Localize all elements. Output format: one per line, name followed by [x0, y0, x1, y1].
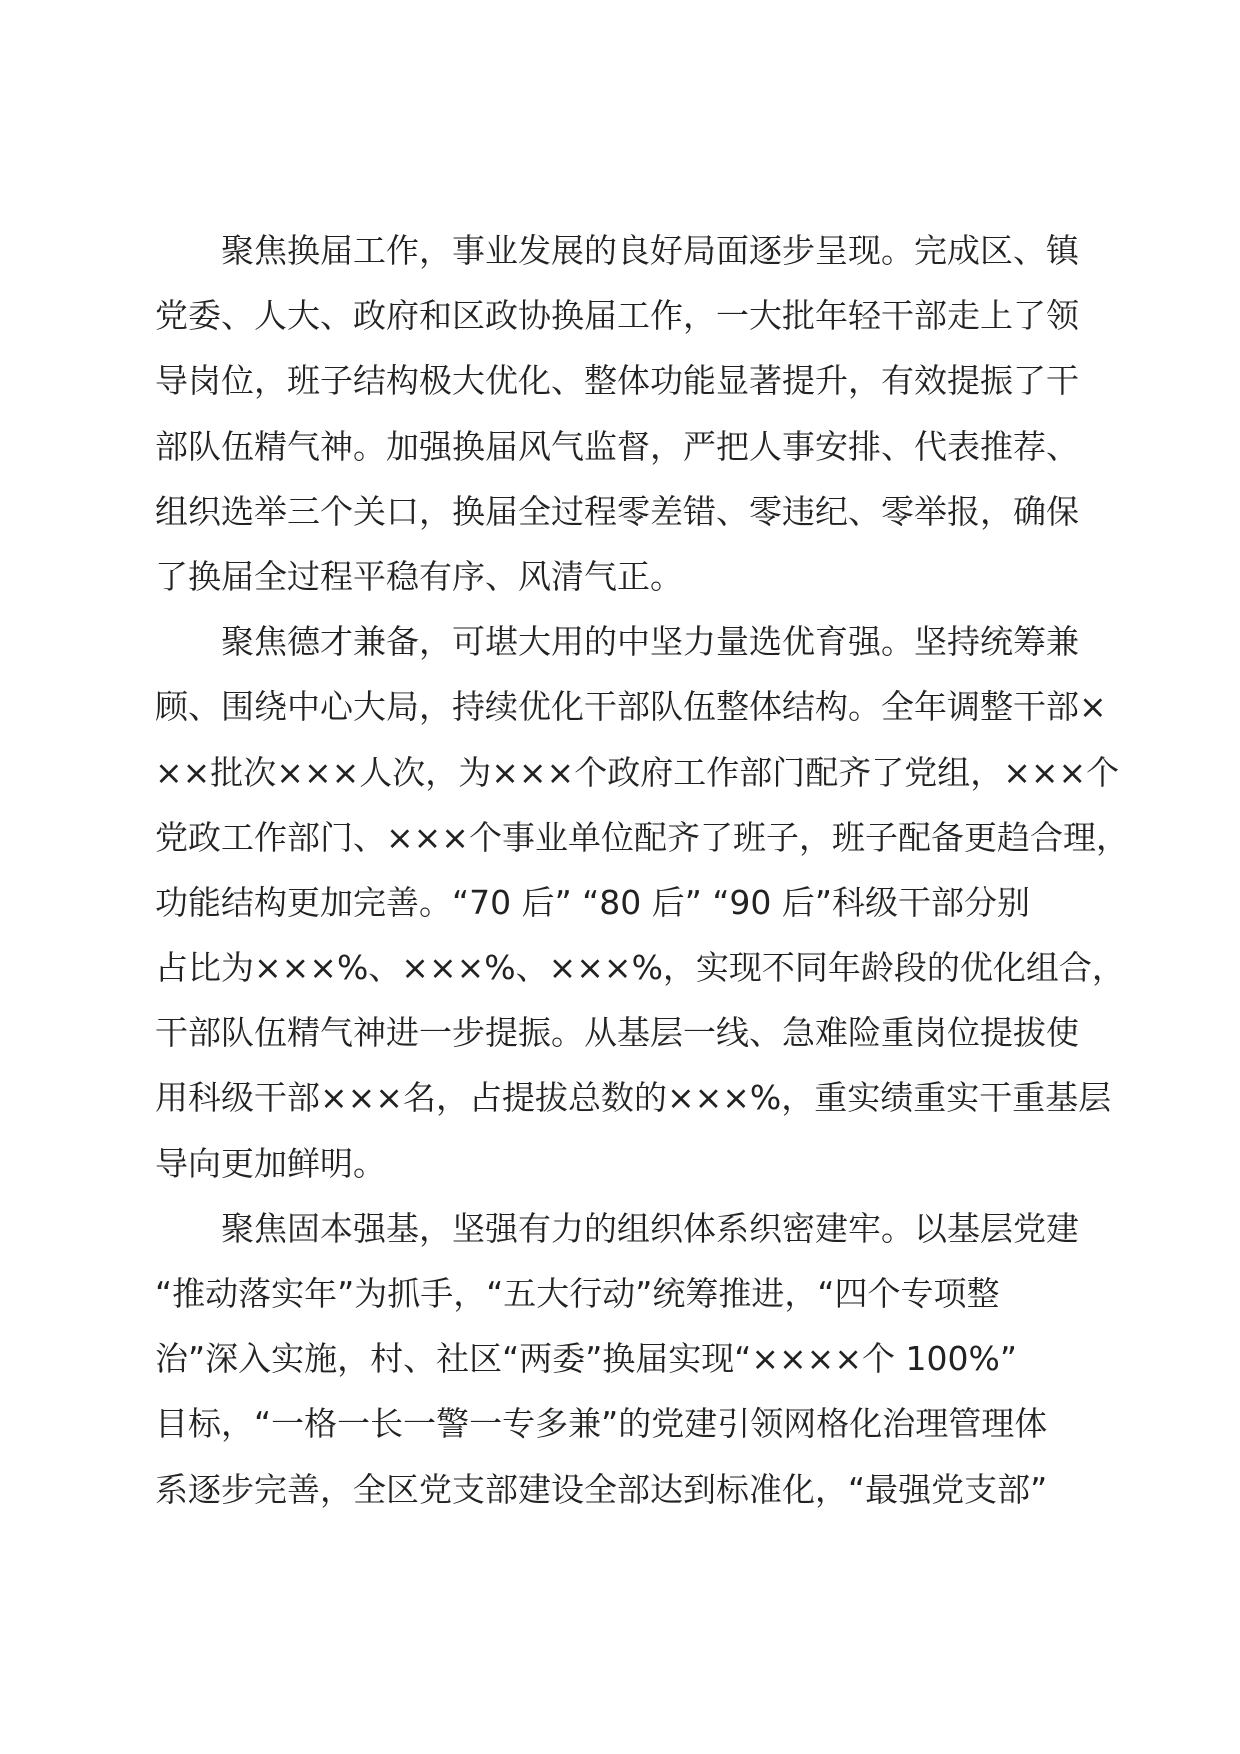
paragraph-line: 党委、人大、政府和区政协换届工作，一大批年轻干部走上了领	[155, 296, 1079, 336]
paragraph-1	[155, 218, 1095, 609]
paragraph-line: 党政工作部门、×××个事业单位配齐了班子，班子配备更趋合理，	[155, 817, 1129, 857]
paragraph-line: ××批次×××人次，为×××个政府工作部门配齐了党组，×××个	[155, 752, 1120, 792]
paragraph-line: 了换届全过程平稳有序、风清气正。	[155, 556, 683, 596]
paragraph-line: 部队伍精气神。加强换届风气监督，严把人事安排、代表推荐、	[155, 426, 1079, 466]
paragraph-line: “推动落实年”为抓手，“五大行动”统筹推进，“四个专项整	[155, 1274, 1000, 1313]
paragraph-line: 聚焦换届工作，事业发展的良好局面逐步呈现。完成区、镇	[221, 231, 1079, 270]
paragraph-line: 系逐步完善，全区党支部建设全部达到标准化，“最强党支部”	[155, 1469, 1048, 1509]
paragraph-line: 聚焦德才兼备，可堪大用的中坚力量选优育强。坚持统筹兼	[221, 622, 1079, 662]
paragraph-line: 占比为×××%、×××%、×××%，实现不同年龄段的优化组合，	[155, 948, 1125, 988]
paragraph-line: 顾、围绕中心大局，持续优化干部队伍整体结构。全年调整干部×	[155, 687, 1107, 727]
paragraph-line: 用科级干部×××名，占提拔总数的×××%，重实绩重实干重基层	[155, 1078, 1112, 1118]
paragraph-line: 干部队伍精气神进一步提振。从基层一线、急难险重岗位提拔使	[155, 1013, 1079, 1053]
paragraph-line: 导向更加鲜明。	[155, 1143, 386, 1183]
paragraph-line: 聚焦固本强基，坚强有力的组织体系织密建牢。以基层党建	[221, 1208, 1079, 1248]
paragraph-line: 导岗位，班子结构极大优化、整体功能显著提升，有效提振了干	[155, 361, 1079, 401]
paragraph-line: 治”深入实施，村、社区“两委”换届实现“××××个 100%”	[155, 1339, 1017, 1379]
paragraph-line: 目标，“一格一长一警一专多兼”的党建引领网格化治理管理体	[155, 1404, 1048, 1444]
paragraph-line: 功能结构更加完善。“70 后” “80 后” “90 后”科级干部分别	[155, 882, 1030, 922]
document-body	[155, 218, 1129, 1522]
paragraph-line: 组织选举三个关口，换届全过程零差错、零违纪、零举报，确保	[155, 491, 1079, 531]
paragraph-3	[155, 1196, 1095, 1522]
paragraph-2	[155, 609, 1129, 1196]
